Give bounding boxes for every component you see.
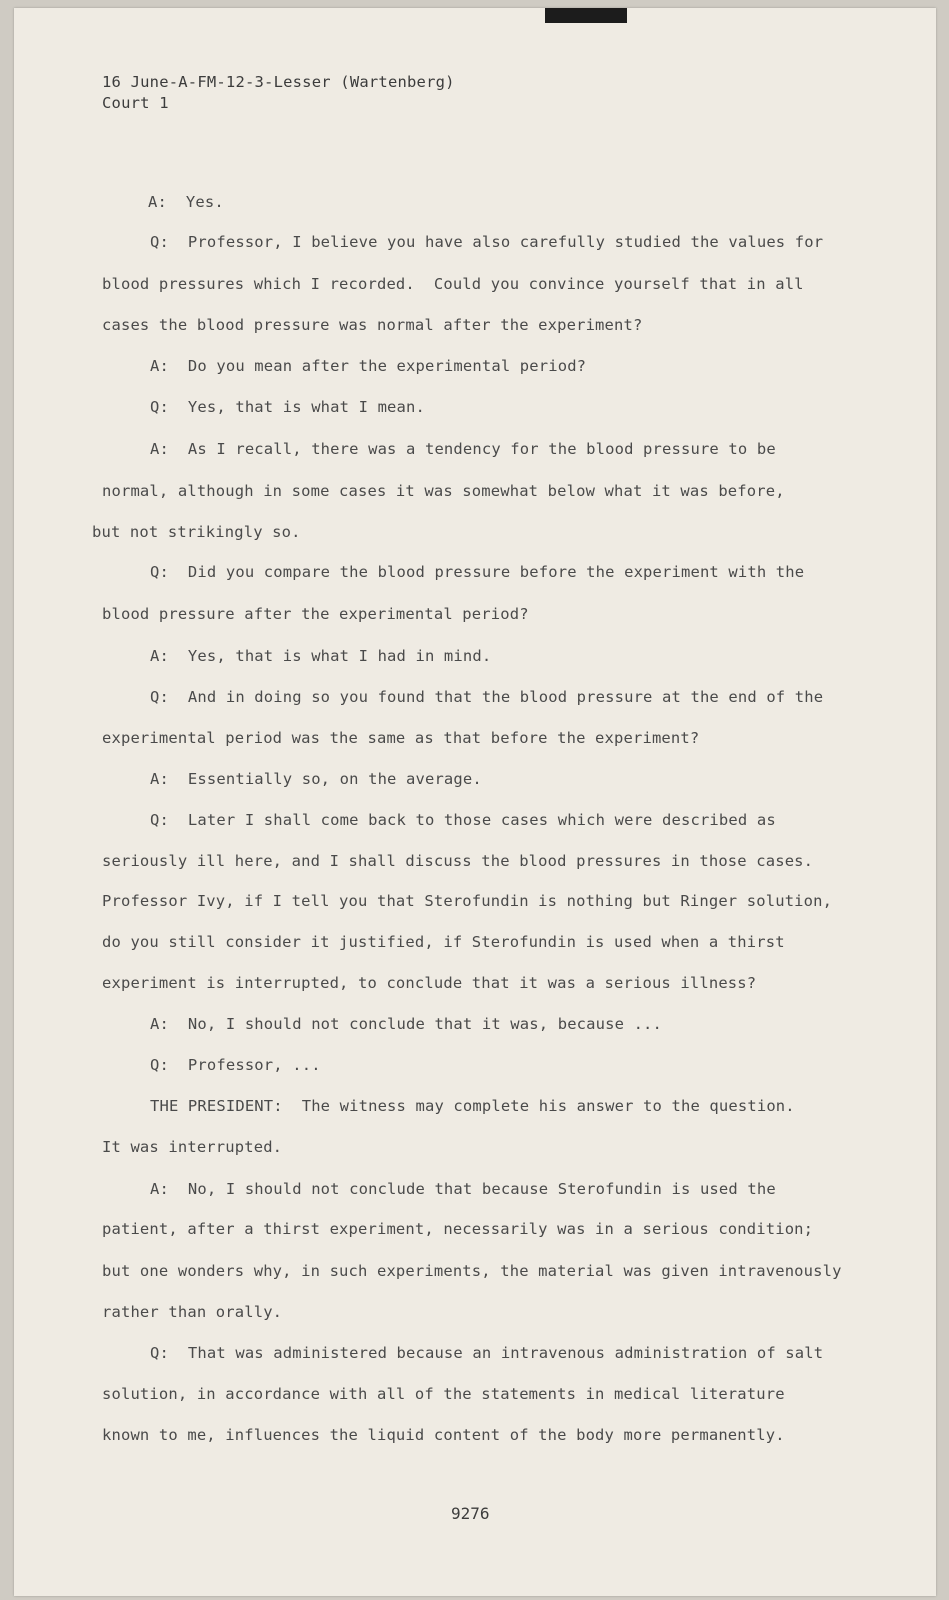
- transcript-line: A: No, I should not conclude that it was, because ...: [150, 1015, 663, 1033]
- header-court: Court 1: [102, 94, 169, 112]
- transcript-line: do you still consider it justified, if Sterofundin is used when a thirst: [102, 933, 785, 951]
- transcript-line: Q: Yes, that is what I mean.: [150, 398, 425, 416]
- transcript-line: but not strikingly so.: [92, 523, 301, 541]
- transcript-line: experimental period was the same as that before the experiment?: [102, 729, 700, 747]
- transcript-line: blood pressures which I recorded. Could you convince yourself that in all: [102, 275, 804, 293]
- transcript-line: cases the blood pressure was normal after the experiment?: [102, 316, 643, 334]
- transcript-line: A: Yes, that is what I had in mind.: [150, 647, 492, 665]
- transcript-line: THE PRESIDENT: The witness may complete his answer to the question.: [150, 1097, 795, 1115]
- transcript-line: Q: And in doing so you found that the blood pressure at the end of the: [150, 688, 824, 706]
- transcript-line: Q: Professor, I believe you have also carefully studied the values for: [150, 233, 824, 251]
- header-reference: 16 June-A-FM-12-3-Lesser (Wartenberg): [102, 73, 455, 91]
- transcript-line: experiment is interrupted, to conclude that it was a serious illness?: [102, 974, 757, 992]
- page-number: 9276: [451, 1504, 490, 1523]
- transcript-line: A: Yes.: [148, 193, 224, 211]
- transcript-line: A: No, I should not conclude that because Sterofundin is used the: [150, 1180, 776, 1198]
- transcript-line: Q: That was administered because an intravenous administration of salt: [150, 1344, 824, 1362]
- transcript-line: rather than orally.: [102, 1303, 283, 1321]
- transcript-line: normal, although in some cases it was somewhat below what it was before,: [102, 482, 785, 500]
- transcript-line: Q: Professor, ...: [150, 1056, 321, 1074]
- transcript-line: A: Do you mean after the experimental period?: [150, 357, 587, 375]
- transcript-line: Professor Ivy, if I tell you that Sterofundin is nothing but Ringer solution,: [102, 892, 833, 910]
- binder-tab: [545, 8, 627, 23]
- transcript-line: A: Essentially so, on the average.: [150, 770, 482, 788]
- transcript-line: A: As I recall, there was a tendency for the blood pressure to be: [150, 440, 776, 458]
- document-header: [102, 72, 455, 114]
- transcript-line: but one wonders why, in such experiments, the material was given intravenously: [102, 1262, 842, 1280]
- transcript-line: blood pressure after the experimental period?: [102, 605, 529, 623]
- transcript-line: Q: Did you compare the blood pressure before the experiment with the: [150, 563, 805, 581]
- transcript-line: known to me, influences the liquid content of the body more permanently.: [102, 1426, 785, 1444]
- transcript-line: Q: Later I shall come back to those cases which were described as: [150, 811, 776, 829]
- transcript-line: It was interrupted.: [102, 1138, 283, 1156]
- transcript-line: patient, after a thirst experiment, necessarily was in a serious condition;: [102, 1220, 814, 1238]
- transcript-line: seriously ill here, and I shall discuss the blood pressures in those cases.: [102, 852, 814, 870]
- transcript-line: solution, in accordance with all of the statements in medical literature: [102, 1385, 785, 1403]
